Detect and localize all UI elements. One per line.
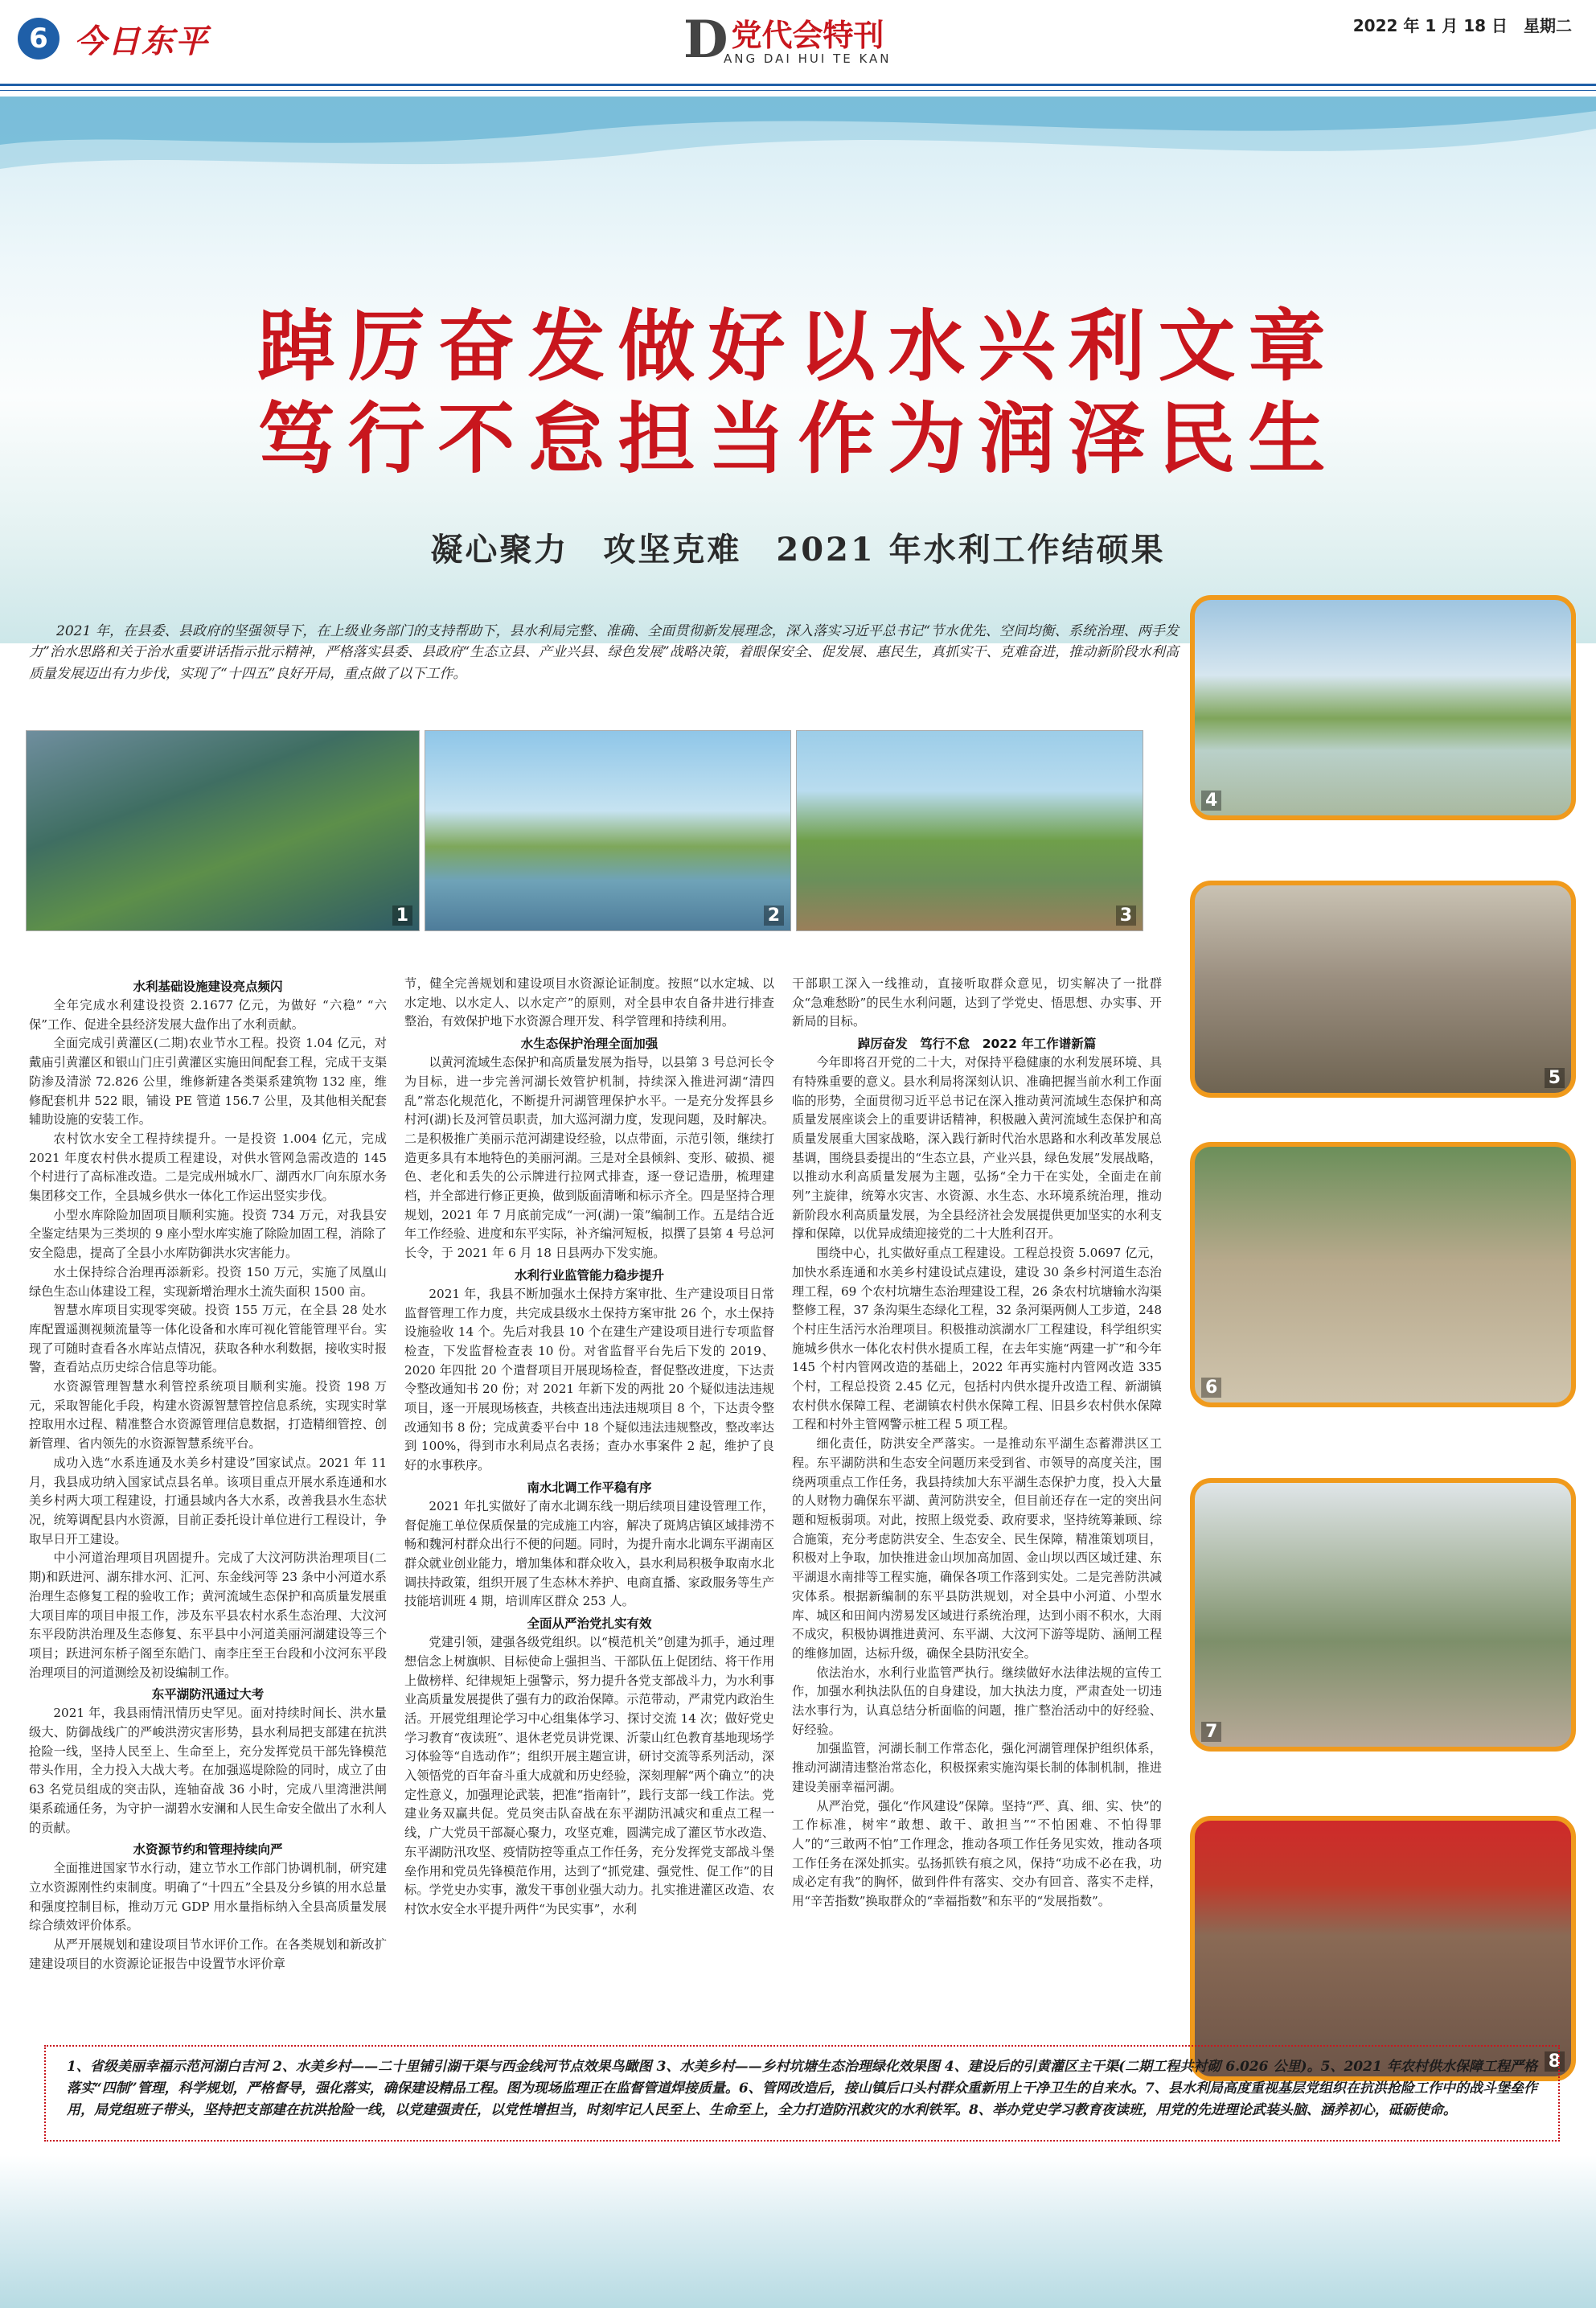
section-heading: 水资源节约和管理持续向严: [133, 1842, 283, 1858]
bottom-wave-decoration: [0, 2155, 1596, 2308]
section-heading: 东平湖防汛通过大考: [151, 1687, 265, 1702]
paragraph: 依法治水，水利行业监管严执行。继续做好水法律法规的宣传工作，加强水利执法队伍的自身建设，加大执法力度，严肃查处一切违法水事行为，认真总结分析面临的问题，推广整治活动中的好经验、好经验。: [792, 1665, 1162, 1737]
paragraph: 成功入选“水系连通及水美乡村建设”国家试点。2021 年 11 月，我县成功纳入国家试点县名单。该项目重点开展水系连通和水美乡村两大项工程建设，打通县域内各大水系，改善我县水生态状况，统筹调配县内水资源，目前正委托设计单位进行工程设计，争取早日开工建设。: [29, 1455, 387, 1546]
photo-number: 5: [1545, 1068, 1565, 1088]
paragraph: 党建引领，建强各级党组织。以“模范机关”创建为抓手，通过理想信念上树旗帜、目标使命上强担当、干部队伍上促团结、将干作用上做榜样、纪律规矩上强警示，努力提升各党支部战斗力，为水利事业高质量发展提供了强有力的政治保障。示范带动，严肃党内政治生活。开展党组理论学习中心组集体学习、探讨交流 14 次；做好党史学习教育“夜读班”、退休老党员讲党课、沂蒙山红色教育基地现场学习体验等“自选动作”；组织开展主题宣讲，研讨交流等系列活动，深入领悟党的百年奋斗重大成就和历史经验，深刻理解“两个确立”的决定性意义，加强理论武装，把准“指南针”，践行支部一线工作法。党建业务双赢共促。党员突击队奋战在东平湖防汛减灾和重点工程一线，广大党员干部凝心聚力，攻坚克难，圆满完成了灌区节水改造、东平湖防汛攻坚、疫情防控等重点工作任务，充分发挥党支部战斗堡垒作用和党员先锋模范作用，达到了“抓党建、强党性、促工作”的目标。学党史办实事，激发干事创业强大动力。扎实推进灌区改造、农村饮水安全水平提升两件“为民实事”，水利: [404, 1635, 774, 1916]
intro-paragraph: 2021 年，在县委、县政府的坚强领导下，在上级业务部门的支持帮助下，县水利局完整、准确、全面贯彻新发展理念，深入落实习近平总书记“节水优先、空间均衡、系统治理、两手发力”治水思路和关于治水重要讲话指示批示精神，严格落实县委、县政府“生态立县、产业兴县、绿色发展”战略决策，着眼保安全、促发展、惠民生，真抓实干、克难奋进，推动新阶段水利高质量发展迈出有力步伐，实现了“十四五”良好开局，重点做了以下工作。: [29, 623, 1179, 682]
section-heading: 水利基础设施建设亮点频闪: [133, 979, 283, 994]
paragraph: 2021 年，我县雨情汛情历史罕见。面对持续时间长、洪水量级大、防御战线广的严峻洪涝灾害形势，县水利局把支部建在抗洪抢险一线，坚持人民至上、生命至上，充分发挥党员干部先锋模范带头作用，全力投入大战大考。在加强巡堤除险的同时，成立了由 63 名党员组成的突击队，连轴奋战 36 小时，完成八里湾泄洪闸渠系疏通任务，为守护一湖碧水安澜和人民生命安全做出了水利人的贡献。: [29, 1706, 387, 1835]
section-heading: 水利行业监管能力稳步提升: [514, 1267, 664, 1283]
photo-number: 2: [764, 906, 784, 926]
photo-2-river-rendering: [425, 730, 791, 931]
paragraph: 全年完成水利建设投资 2.1677 亿元，为做好 “六稳” “六保”工作、促进全县经济发展大盘作出了水利贡献。: [29, 998, 387, 1032]
section-heading: 全面从严治党扎实有效: [527, 1616, 652, 1632]
paragraph: 干部职工深入一线推动，直接听取群众意见，切实解决了一批群众“急难愁盼”的民生水利问题，达到了学党史、悟思想、办实事、开新局的目标。: [792, 976, 1162, 1029]
issue-date: 2022 年 1 月 18 日 星期二: [1352, 16, 1572, 35]
paragraph: 今年即将召开党的二十大，对保持平稳健康的水利发展环境、具有特殊重要的意义。县水利局将深刻认识、准确把握当前水利工作面临的形势，全面贯彻习近平总书记在深入推动黄河流域生态保护和高质量发展座谈会上的重要讲话精神，积极融入黄河流域生态保护和高质量发展重大国家战略，深入践行新时代治水思路和水利改革发展总基调，围绕县委提出的“生态立县，产业兴县，绿色发展”发展战略，以推动水利高质量发展为主题，弘扬“全力干在实处，全面走在前列”主旋律，统筹水灾害、水资源、水生态、水环境系统治理，推动新阶段水利高质量发展，为全县经济社会发展提供更加坚实的水利支撑和保障，以优异成绩迎接党的二十大胜利召开。: [792, 1055, 1162, 1242]
article-column-3: [792, 975, 1162, 1912]
paragraph: 从严治党，强化“作风建设”保障。坚持“严、真、细、实、快”的工作标准，树牢“敢想、敢干、敢担当”“不怕困难、不怕得罪人”的“三敢两不怕”工作理念，推动各项工作任务见实效，推动各项工作任务在深处抓实。弘扬抓铁有痕之风，保持“功成不必在我，功成必定有我”的胸怀，做到件件有落实、交办有回音、落实不走样，用“辛苦指数”换取群众的“幸福指数”和东平的“发展指数”。: [792, 1798, 1162, 1909]
newspaper-logo: 今日东平: [74, 23, 209, 60]
section-initial: D: [683, 10, 728, 70]
section-title-text: 党代会特刊: [731, 18, 884, 53]
paragraph: 水资源管理智慧水利管控系统项目顺利实施。投资 198 万元，采取智能化手段，构建水资源智慧管控信息系统，实现实时掌控取用水过程、精准整合水资源管理信息数据，打造精细管控、创新管理、省内领先的水资源智慧系统平台。: [29, 1379, 387, 1452]
paragraph: 农村饮水安全工程持续提升。一是投资 1.004 亿元，完成 2021 年度农村供水提质工程建设，对供水管网急需改造的 145 个村进行了高标准改造。二是完成州城水厂、湖西水厂向东原水务集团移交工作，全县城乡供水一体化工作运出竖实步伐。: [29, 1131, 387, 1204]
paragraph: 中小河道治理项目巩固提升。完成了大汶河防洪治理项目(二期)和跃进河、湖东排水河、汇河、东金线河等 23 条中小河道水系治理生态修复工程的验收工作；黄河流域生态保护和高质量发展重大项目库的项目申报工作，涉及东平县农村水系生态治理、大汶河东平段防洪治理及生态修复、东平县中小河道美丽河湖建设等三个项目；跃进河东桥子阁至东皓门、南李庄至王台段和小汶河东平段治理项目的河道测绘及初设编制工作。: [29, 1550, 387, 1680]
photo-1-lake-park-aerial: [26, 730, 420, 931]
paragraph: 从严开展规划和建设项目节水评价工作。在各类规划和新改扩建建设项目的水资源论证报告中设置节水评价章: [29, 1937, 387, 1971]
article-column-2: [404, 975, 774, 1920]
photo-3-pond-rendering: [796, 730, 1143, 931]
photo-captions: 1、省级美丽幸福示范河湖白吉河 2、水美乡村——二十里铺引湖干渠与西金线河节点效果鸟瞰图 3、水美乡村——乡村坑塘生态治理绿化效果图 4、建设后的引黄灌区主干渠(二期工程共衬砌 6.026 公里)。5、2021 年农村供水保障工程严格落实“四制”管理，科学规划，严格督导，强化落实，确保建设精品工程。图为现场监理正在监督管道焊接质量。6、管网改造后，接山镇后口头村群众重新用上干净卫生的自来水。7、县水利局高度重视基层党组织在抗洪抢险工作中的战斗堡垒作用，局党组班子带头，坚持把支部建在抗洪抢险一线，以党建强责任，以党性增担当，时刻牢记人民至上、生命至上，全力打造防汛救灾的水利铁军。8、举办党史学习教育夜读班，用党的先进理论武装头脑、涵养初心，砥砺使命。: [44, 2045, 1560, 2142]
paragraph: 全面推进国家节水行动，建立节水工作部门协调机制，研究建立水资源刚性约束制度。明确了“十四五”全县及分乡镇的用水总量和强度控制目标，推动万元 GDP 用水量指标纳入全县高质量发展综合绩效评价体系。: [29, 1861, 387, 1933]
paragraph: 2021 年，我县不断加强水土保持方案审批、生产建设项目日常监督管理工作力度，共完成县级水土保持方案审批 26 个，水土保持设施验收 14 个。先后对我县 10 个在建生产建设项目进行专项监督检查，下发监督检查表 10 份。对省监督平台先后下发的 2019、2020 年四批 20 个遣督项目开展现场检查，督促整改进度，下达责令整改通知书 20 份；对 2021 年新下发的两批 20 个疑似违法违规项目，逐一开展现场核查，共核查出违法违规项目 8 个，下达责令整改通知书 8 份；完成黄委平台中 18 个疑似违法违规整改，整改率达到 100%，得到市水利局点名表扬；查办水事案件 2 起，维护了良好的水事秩序。: [404, 1286, 774, 1473]
photo-number: 6: [1201, 1378, 1221, 1398]
article-column-1: [29, 975, 387, 1973]
masthead: [0, 0, 1596, 84]
section-heading: 踔厉奋发 笃行不怠 2022 年工作谱新篇: [857, 1037, 1097, 1052]
photo-5-pipe-welding: [1190, 881, 1576, 1098]
paragraph: 智慧水库项目实现零突破。投资 155 万元，在全县 28 处水库配置遥测视频流量等一体化设备和水库可视化管能管理平台。实现了可随时查看各水库站点情况，获取各种水利数据，接收实时报警，查看站点历史综合信息等功能。: [29, 1303, 387, 1375]
headline-subtitle: 凝心聚力 攻坚克难 2021 年水利工作结硕果: [430, 531, 1166, 569]
paragraph: 细化责任，防洪安全严落实。一是推动东平湖生态蓄滞洪区工程。东平湖防洪和生态安全问题历来受到省、市领导的高度关注，围绕两项重点工作任务，我县持续加大东平湖生态保护力度，投入大量的人财物力确保东平湖、黄河防洪安全，但目前还存在一定的突出问题和短板弱项。对此，按照上级党委、政府要求，坚持统筹兼顾、综合施策，充分考虑防洪安全、生态安全、民生保障，精准策划项目，积极对上争取，加快推进金山坝加高加固、金山坝以西区域迁建、东平湖退水南排等工程实施，确保各项工作落到实处。二是完善防洪减灾体系。根据新编制的东平县防洪规划，对全县中小河道、小型水库、城区和田间内涝易发区域进行系统治理，达到小雨不积水，大雨不成灾，积极协调推进黄河、东平湖、大汶河下游等堤防、涵闸工程的维修加固，达标升级，确保全县防汛安全。: [792, 1436, 1162, 1661]
photo-4-canal: [1190, 595, 1576, 820]
section-heading: 水生态保护治理全面加强: [520, 1037, 659, 1052]
photo-6-tap-water: [1190, 1142, 1576, 1407]
photo-number: 7: [1201, 1722, 1221, 1742]
wave-decoration: [0, 97, 1596, 201]
paragraph: 围绕中心，扎实做好重点工程建设。工程总投资 5.0697 亿元，加快水系连通和水美乡村建设试点建设，建设 30 条乡村河道生态治理工程，69 个农村坑塘生态治理建设工程，26 条农村坑塘输水沟渠整修工程，37 条沟渠生态绿化工程，32 条河渠两侧人工步道，248 个村庄生活污水治理项目。积极推动滨湖水厂工程建设，科学组织实施城乡供水一体化农村供水提质工程，在去年实施“两建一扩”和今年 145 个村内管网改造的基础上，2022 年再实施村内管网改造 335 个村，工程总投资 2.45 亿元，包括村内供水提升改造工程、新湖镇农村供水保障工程、老湖镇农村供水保障工程、旧县乡农村供水保障工程和村外主管网警示桩工程 5 项工程。: [792, 1246, 1162, 1432]
paragraph: 加强监管，河湖长制工作常态化，强化河湖管理保护组织体系，推动河湖清违整治常态化，积极探索实施沟渠长制的体制机制，推进建设美丽幸福河湖。: [792, 1741, 1162, 1794]
masthead-rule-thin: [0, 90, 1596, 91]
photo-number: 3: [1116, 906, 1136, 926]
paragraph: 全面完成引黄灌区(二期)农业节水工程。投资 1.04 亿元，对戴庙引黄灌区和银山门庄引黄灌区实施田间配套工程，完成干支渠防渗及清淤 72.826 公里，维修新建各类渠系建筑物 132 座，维修配套机井 522 眼，铺设 PE 管道 156.7 公里，及其他相关配套辅助设施的安装工作。: [29, 1036, 387, 1127]
paragraph: 2021 年扎实做好了南水北调东线一期后续项目建设管理工作，督促施工单位保质保量的完成施工内容，解决了斑鸠店镇区域排涝不畅和魏河村群众出行不便的问题。同时，为提升南水北调东平湖南区群众就业创业能力，增加集体和群众收入，县水利局积极争取南水北调扶持政策，组织开展了生态林木养护、电商直播、家政服务等生产技能培训班 4 期，培训库区群众 253 人。: [404, 1498, 774, 1609]
photo-number: 4: [1201, 791, 1221, 811]
paragraph: 节，健全完善规划和建设项目水资源论证制度。按照“以水定城、以水定地、以水定人、以水定产”的原则，对全县申农自备井进行排查整治，有效保护地下水资源合理开发、科学管理和持续利用。: [404, 976, 774, 1029]
photo-number: 8: [1545, 2051, 1565, 2072]
section-pinyin: ANG DAI HUI TE KAN: [724, 51, 892, 66]
paragraph: 水土保持综合治理再添新彩。投资 150 万元，实施了凤凰山绿色生态山体建设工程，实现新增治理水土流失面积 1500 亩。: [29, 1264, 387, 1299]
photo-7-flood-fighting: [1190, 1478, 1576, 1752]
photo-8-study-class: [1190, 1816, 1576, 2081]
section-heading: 南水北调工作平稳有序: [527, 1480, 652, 1495]
paragraph: 以黄河流域生态保护和高质量发展为指导，以县第 3 号总河长令为目标，进一步完善河湖长效管护机制，持续深入推进河湖“清四乱”常态化规范化，不断提升河湖管理保护水平。一是充分发挥县乡村河(湖)长及河管员职责，加大巡河湖力度，发现问题，及时解决。二是积极推广美丽示范河湖建设经验，以点带面，示范引领，继续打造更多具有本地特色的美丽河湖。三是对全县倾斜、变形、破损、褪色、老化和丢失的公示牌进行拉网式排查，逐一登记造册，梳理建档，并全部进行修正更换，做到版面清晰和标示齐全。四是坚持合理规划，2021 年 7 月底前完成“一河(湖)一策”编制工作。五是结合近年工作经验、进度和东平实际，补齐编河短板，拟撰了县第 4 号总河长令，于 2021 年 6 月 18 日县两办下发实施。: [404, 1055, 774, 1261]
page-number: 6: [18, 18, 59, 60]
masthead-rule: [0, 84, 1596, 86]
headline-line-2: 笃行不怠担当作为润泽民生: [257, 394, 1339, 484]
photo-number: 1: [392, 906, 412, 926]
headline-line-1: 踔厉奋发做好以水兴利文章: [257, 302, 1339, 392]
paragraph: 小型水库除险加固项目顺利实施。投资 734 万元，对我县安全鉴定结果为三类坝的 9 座小型水库实施了除险加固工程，消除了安全隐患，提高了全县小水库防御洪水灾害能力。: [29, 1207, 387, 1261]
